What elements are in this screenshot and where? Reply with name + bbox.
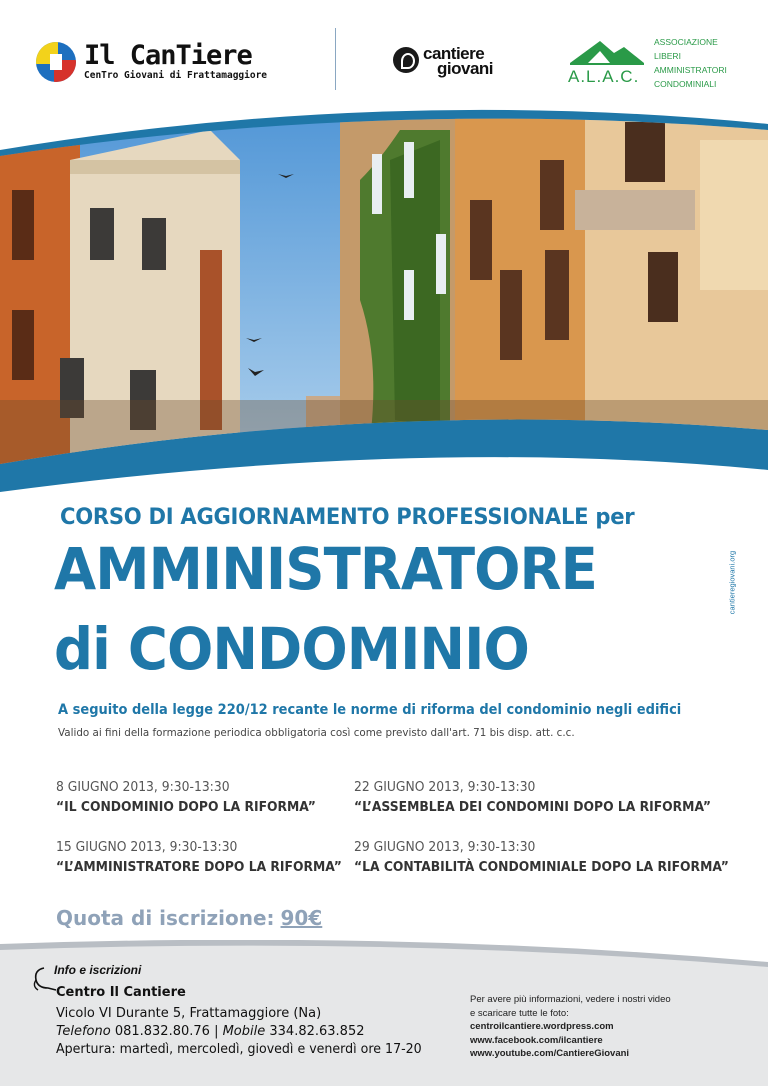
mobile-number[interactable]: 334.82.63.852 [269,1024,365,1039]
schedule-topic: “IL CONDOMINIO DOPO LA RIFORMA” [56,800,316,815]
street-photo [0,100,768,500]
schedule-topic: “L’ASSEMBLEA DEI CONDOMINI DOPO LA RIFORMA” [354,800,711,815]
more-info-block [470,993,671,1061]
cantiere-giovani-logo-line1: cantiere [423,44,485,63]
cantiere-giovani-logo-line2: giovani [437,59,494,78]
alac-name: A.L.A.C. [568,67,640,86]
alac-mountain-icon [566,37,646,67]
schedule-date: 15 GIUGNO 2013, 9:30-13:30 [56,840,238,855]
cantiere-giovani-logo [393,44,523,80]
center-address: Vicolo VI Durante 5, Frattamaggiore (Na) [56,1006,322,1021]
main-title-line1: AMMINISTRATORE [54,535,597,603]
phone-number[interactable]: 081.832.80.76 [114,1024,210,1039]
schedule-date: 8 GIUGNO 2013, 9:30-13:30 [56,780,230,795]
phone-separator: | [214,1024,219,1039]
cantiere-giovani-logo-mark [393,47,419,73]
opening-hours: Apertura: martedì, mercoledì, giovedì e venerdì ore 17-20 [56,1042,422,1057]
il-cantiere-logo-mark [36,42,76,82]
il-cantiere-logo-title: Il CanTiere [84,40,252,71]
il-cantiere-logo-subtitle: CenTro Giovani di Frattamaggiore [84,70,268,81]
law-subtitle: A seguito della legge 220/12 recante le norme di riforma del condominio negli edifici [58,702,682,718]
wordpress-link[interactable]: centroilcantiere.wordpress.com [470,1021,614,1032]
validity-note: Valido ai fini della formazione periodica obbligatoria così come previsto dall'art. 71 bis disp. att. c.c. [58,726,575,739]
more-info-text: e scaricare tutte le foto: [470,1007,569,1019]
phone-label: Telefono [56,1024,111,1039]
header-divider [335,28,336,90]
alac-full-name: ASSOCIAZIONE LIBERI AMMINISTRATORI CONDOMINIALI [654,37,727,89]
more-info-text: Per avere più informazioni, vedere i nostri video [470,994,671,1005]
schedule-topic: “L’AMMINISTRATORE DOPO LA RIFORMA” [56,860,342,875]
registration-fee-label: Quota di iscrizione: [56,906,275,930]
registration-fee-price: 90€ [280,906,323,930]
contact-phones [56,1024,365,1039]
schedule-item [354,840,729,875]
schedule-item [354,780,711,815]
main-title-line2: di CONDOMINIO [54,615,529,683]
il-cantiere-logo [36,40,286,82]
side-website-label[interactable]: cantieregiovani.org [727,550,737,615]
schedule-topic: “LA CONTABILITÀ CONDOMINIALE DOPO LA RIFORMA” [354,860,729,875]
facebook-link[interactable]: www.facebook.com/ilcantiere [470,1034,603,1046]
schedule-item [56,840,342,875]
info-label: Info e iscrizioni [54,963,142,977]
mobile-label: Mobile [222,1024,266,1039]
youtube-link[interactable]: www.youtube.com/CantiereGiovani [470,1048,630,1059]
schedule-date: 22 GIUGNO 2013, 9:30-13:30 [354,780,536,795]
registration-fee [56,906,322,930]
center-name: Centro Il Cantiere [56,985,186,1000]
alac-logo [566,35,736,90]
course-heading: CORSO DI AGGIORNAMENTO PROFESSIONALE per [60,505,635,530]
schedule-date: 29 GIUGNO 2013, 9:30-13:30 [354,840,536,855]
schedule-item [56,780,316,815]
